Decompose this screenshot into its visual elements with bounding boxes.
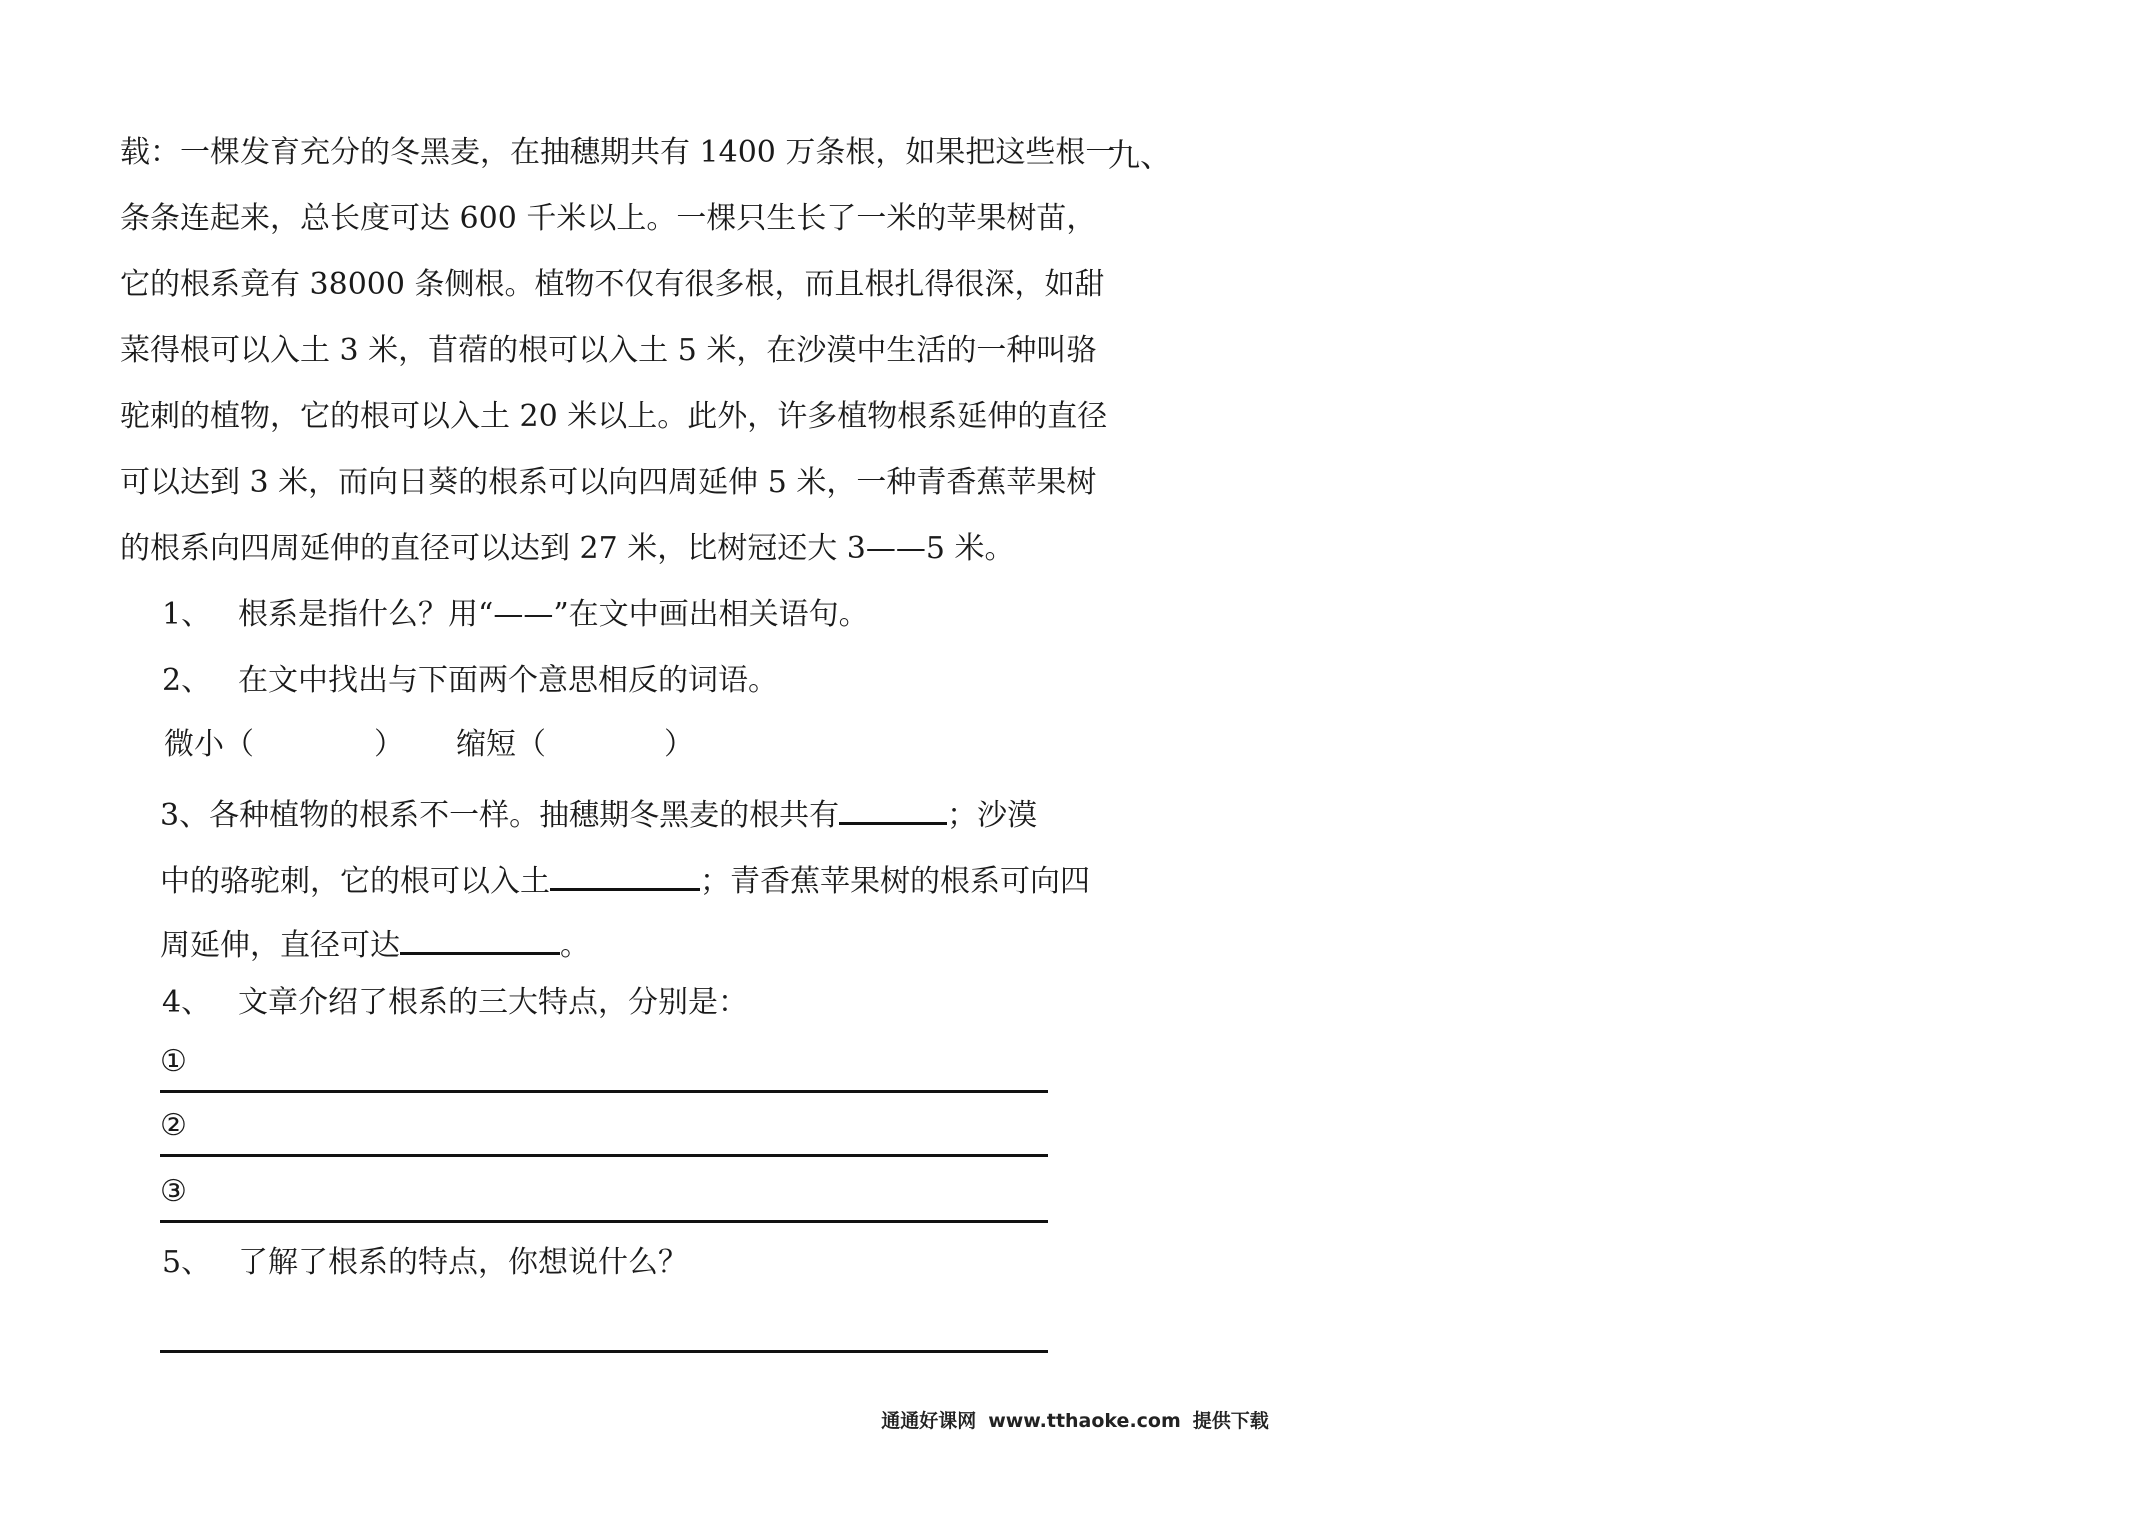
footer-suffix: 提供下载 — [1192, 1410, 1269, 1432]
question-text: 中的骆驼刺，它的根可以入土 — [160, 864, 550, 899]
passage-line: 载：一棵发育充分的冬黑麦，在抽穗期共有 1400 万条根，如果把这些根一 — [120, 135, 1116, 170]
question-text: 了解了根系的特点，你想说什么？ — [238, 1245, 688, 1280]
question-1 — [162, 588, 869, 642]
fill-blank-diameter[interactable] — [400, 912, 560, 955]
question-4 — [162, 976, 748, 1030]
fill-blank-root-count[interactable] — [839, 782, 947, 825]
antonym-row — [164, 718, 694, 772]
answer-line-5[interactable] — [160, 1300, 1048, 1353]
question-5 — [162, 1236, 688, 1290]
footer-url[interactable]: www.tthaoke.com — [988, 1410, 1181, 1432]
item-marker: ② — [160, 1108, 187, 1143]
answer-line-2[interactable] — [160, 1104, 1048, 1157]
question-text: ；沙漠 — [947, 798, 1038, 833]
antonym-close-1: ） — [374, 727, 404, 762]
question-number: 5、 — [162, 1245, 212, 1280]
fill-blank-root-depth[interactable] — [550, 848, 700, 891]
question-number: 2、 — [162, 663, 212, 698]
passage-line: 它的根系竟有 38000 条侧根。植物不仅有很多根，而且根扎得很深，如甜 — [120, 267, 1105, 302]
question-3-line-3 — [160, 912, 590, 973]
item-marker: ① — [160, 1044, 187, 1079]
question-text: 。 — [560, 928, 590, 963]
reading-passage — [120, 126, 1116, 588]
page-footer — [0, 1406, 2150, 1433]
question-text: 周延伸，直径可达 — [160, 928, 400, 963]
question-2 — [162, 654, 778, 708]
question-3-line-1 — [160, 782, 1037, 843]
question-text: 在文中找出与下面两个意思相反的词语。 — [238, 663, 778, 698]
footer-site-name: 通通好课网 — [881, 1410, 977, 1432]
passage-line: 条条连起来，总长度可达 600 千米以上。一棵只生长了一米的苹果树苗， — [120, 201, 1097, 236]
question-text: 根系是指什么？用“——”在文中画出相关语句。 — [238, 597, 869, 632]
question-text: 文章介绍了根系的三大特点，分别是： — [238, 985, 748, 1020]
question-number: 1、 — [162, 597, 212, 632]
question-text: ；青香蕉苹果树的根系可向四 — [700, 864, 1090, 899]
question-3-line-2 — [160, 848, 1090, 909]
item-marker: ③ — [160, 1174, 187, 1209]
antonym-word-2: 缩短（ — [456, 727, 546, 762]
question-text: 3、各种植物的根系不一样。抽穗期冬黑麦的根共有 — [160, 798, 840, 833]
passage-line: 可以达到 3 米，而向日葵的根系可以向四周延伸 5 米，一种青香蕉苹果树 — [120, 465, 1097, 500]
passage-line: 菜得根可以入土 3 米，苜蓿的根可以入土 5 米，在沙漠中生活的一种叫骆 — [120, 333, 1097, 368]
antonym-close-2: ） — [664, 727, 694, 762]
passage-line: 驼刺的植物，它的根可以入土 20 米以上。此外，许多植物根系延伸的直径 — [120, 399, 1108, 434]
question-number: 4、 — [162, 985, 212, 1020]
antonym-word-1: 微小（ — [164, 727, 254, 762]
answer-line-1[interactable] — [160, 1040, 1048, 1093]
passage-line: 的根系向四周延伸的直径可以达到 27 米，比树冠还大 3——5 米。 — [120, 531, 1015, 566]
answer-line-3[interactable] — [160, 1170, 1048, 1223]
section-number: 九、 — [1108, 136, 1173, 174]
